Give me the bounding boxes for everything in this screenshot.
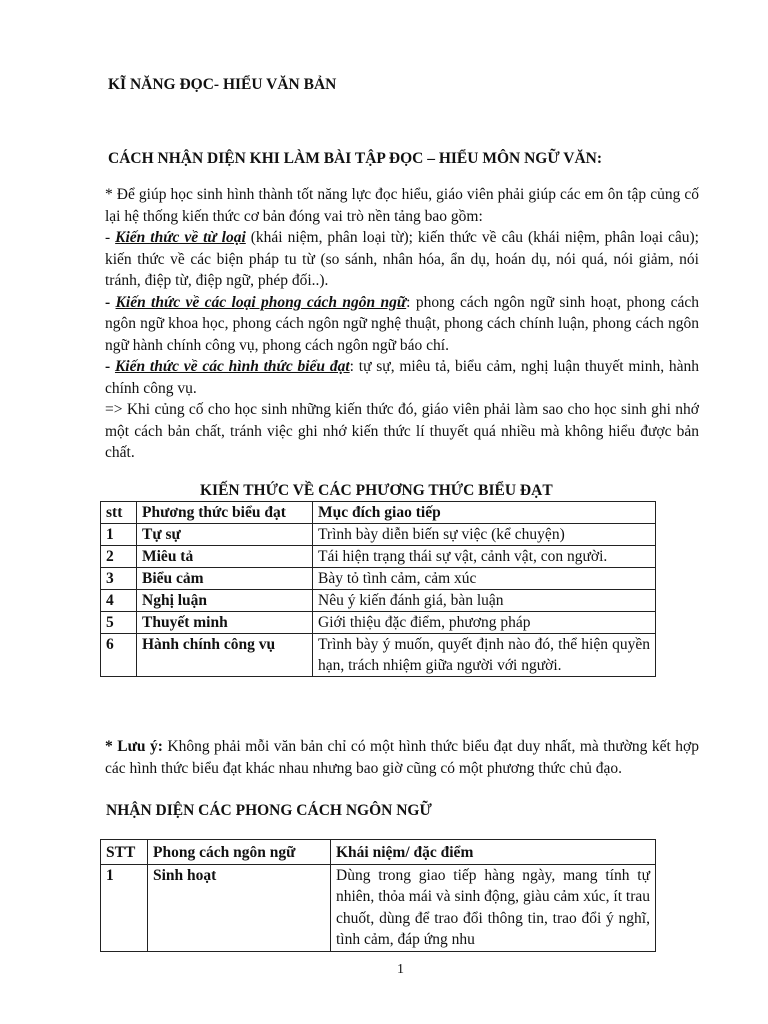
table-header-row: [101, 840, 656, 865]
table-cell: 4: [101, 590, 137, 612]
header-cell: Phong cách ngôn ngữ: [148, 840, 331, 865]
table-header-row: [101, 502, 656, 524]
note-paragraph: [105, 736, 699, 779]
table-row: [101, 864, 656, 951]
table-cell: Giới thiệu đặc điểm, phương pháp: [313, 612, 656, 634]
expression-methods-table: [100, 501, 656, 677]
intro-paragraph: [105, 184, 699, 464]
table-cell: Tự sự: [137, 524, 313, 546]
table-row: [101, 590, 656, 612]
knowledge-item-word-types: [105, 227, 699, 292]
table-cell: Trình bày diễn biến sự việc (kể chuyện): [313, 524, 656, 546]
table-cell: 1: [101, 864, 148, 951]
table-row: [101, 524, 656, 546]
document-title: KĨ NĂNG ĐỌC- HIỂU VĂN BẢN: [108, 76, 337, 93]
intro-lead: * Để giúp học sinh hình thành tốt năng lực đọc hiểu, giáo viên phải giúp các em ôn tập củng cố lại hệ thống kiến thức cơ bản đóng vai trò nền tảng bao gồm:: [105, 186, 699, 225]
table-cell: 5: [101, 612, 137, 634]
knowledge-text: (khái niệm, phân loại từ); kiến thức về câu (khái niệm, phân loại câu); kiến thức về các biện pháp tu từ (so sánh, nhân hóa, ẩn dụ, hoán dụ, nói quá, nói giảm, nói tránh, điệp từ, điệp ngữ, phép đối..).: [105, 229, 699, 289]
table-row: [101, 634, 656, 677]
header-cell: stt: [101, 502, 137, 524]
table1-heading: KIẾN THỨC VỀ CÁC PHƯƠNG THỨC BIỂU ĐẠT: [200, 482, 553, 499]
dash: -: [105, 293, 116, 311]
section-subtitle: CÁCH NHẬN DIỆN KHI LÀM BÀI TẬP ĐỌC – HIỂU MÔN NGỮ VĂN:: [108, 150, 603, 167]
table-cell: Thuyết minh: [137, 612, 313, 634]
knowledge-text: : phong cách ngôn ngữ sinh hoạt, phong cách ngôn ngữ khoa học, phong cách ngôn ngữ nghệ thuật, phong cách chính luận, phong cách ngôn ngữ hành chính công vụ, phong cách ngôn ngữ báo chí.: [105, 293, 700, 354]
knowledge-item-language-styles: [105, 292, 699, 357]
table-cell: 2: [101, 546, 137, 568]
header-cell: STT: [101, 840, 148, 865]
table-cell: Biểu cảm: [137, 568, 313, 590]
language-styles-table: [100, 839, 656, 952]
header-cell: Mục đích giao tiếp: [313, 502, 656, 524]
table-cell: Trình bày ý muốn, quyết định nào đó, thể hiện quyền hạn, trách nhiệm giữa người với người.: [313, 634, 656, 677]
note-text: Không phải mỗi văn bản chỉ có một hình thức biểu đạt duy nhất, mà thường kết hợp các hình thức biểu đạt khác nhau nhưng bao giờ cũng có một phương thức chủ đạo.: [105, 738, 700, 777]
table-cell: Nghị luận: [137, 590, 313, 612]
table-cell: Tái hiện trạng thái sự vật, cảnh vật, con người.: [313, 546, 656, 568]
table-cell: 6: [101, 634, 137, 677]
table-cell: Bày tỏ tình cảm, cảm xúc: [313, 568, 656, 590]
header-cell: Phương thức biểu đạt: [137, 502, 313, 524]
dash: -: [105, 358, 115, 375]
page-number: 1: [397, 962, 404, 977]
knowledge-label: Kiến thức về các hình thức biểu đạt: [114, 358, 350, 375]
intro-conclusion: => Khi củng cố cho học sinh những kiến thức đó, giáo viên phải làm sao cho học sinh ghi nhớ một cách bản chất, tránh việc ghi nhớ kiến thức lí thuyết quá nhiều mà không hiểu được bản chất.: [105, 401, 699, 461]
dash: -: [105, 229, 116, 246]
table-cell: Miêu tả: [137, 546, 313, 568]
table-row: [101, 546, 656, 568]
table-cell: Sinh hoạt: [148, 864, 331, 951]
note-label: * Lưu ý:: [105, 738, 163, 755]
header-cell: Khái niệm/ đặc điểm: [331, 840, 656, 865]
table-row: [101, 568, 656, 590]
table-cell: 1: [101, 524, 137, 546]
knowledge-item-expression-forms: [105, 356, 699, 399]
table-row: [101, 612, 656, 634]
knowledge-label: Kiến thức về từ loại: [115, 229, 246, 246]
table2-heading: NHẬN DIỆN CÁC PHONG CÁCH NGÔN NGỮ: [106, 802, 432, 819]
table-cell: Hành chính công vụ: [137, 634, 313, 677]
table-cell: Dùng trong giao tiếp hàng ngày, mang tính tự nhiên, thỏa mái và sinh động, giàu cảm xúc, ít trau chuốt, dùng để trao đổi thông tin, trao đổi ý nghĩ, tình cảm, đáp ứng nhu: [331, 864, 656, 951]
knowledge-text: : tự sự, miêu tả, biểu cảm, nghị luận thuyết minh, hành chính công vụ.: [105, 358, 699, 397]
knowledge-label: Kiến thức về các loại phong cách ngôn ngữ: [115, 293, 407, 311]
table-cell: Nêu ý kiến đánh giá, bàn luận: [313, 590, 656, 612]
table-cell: 3: [101, 568, 137, 590]
